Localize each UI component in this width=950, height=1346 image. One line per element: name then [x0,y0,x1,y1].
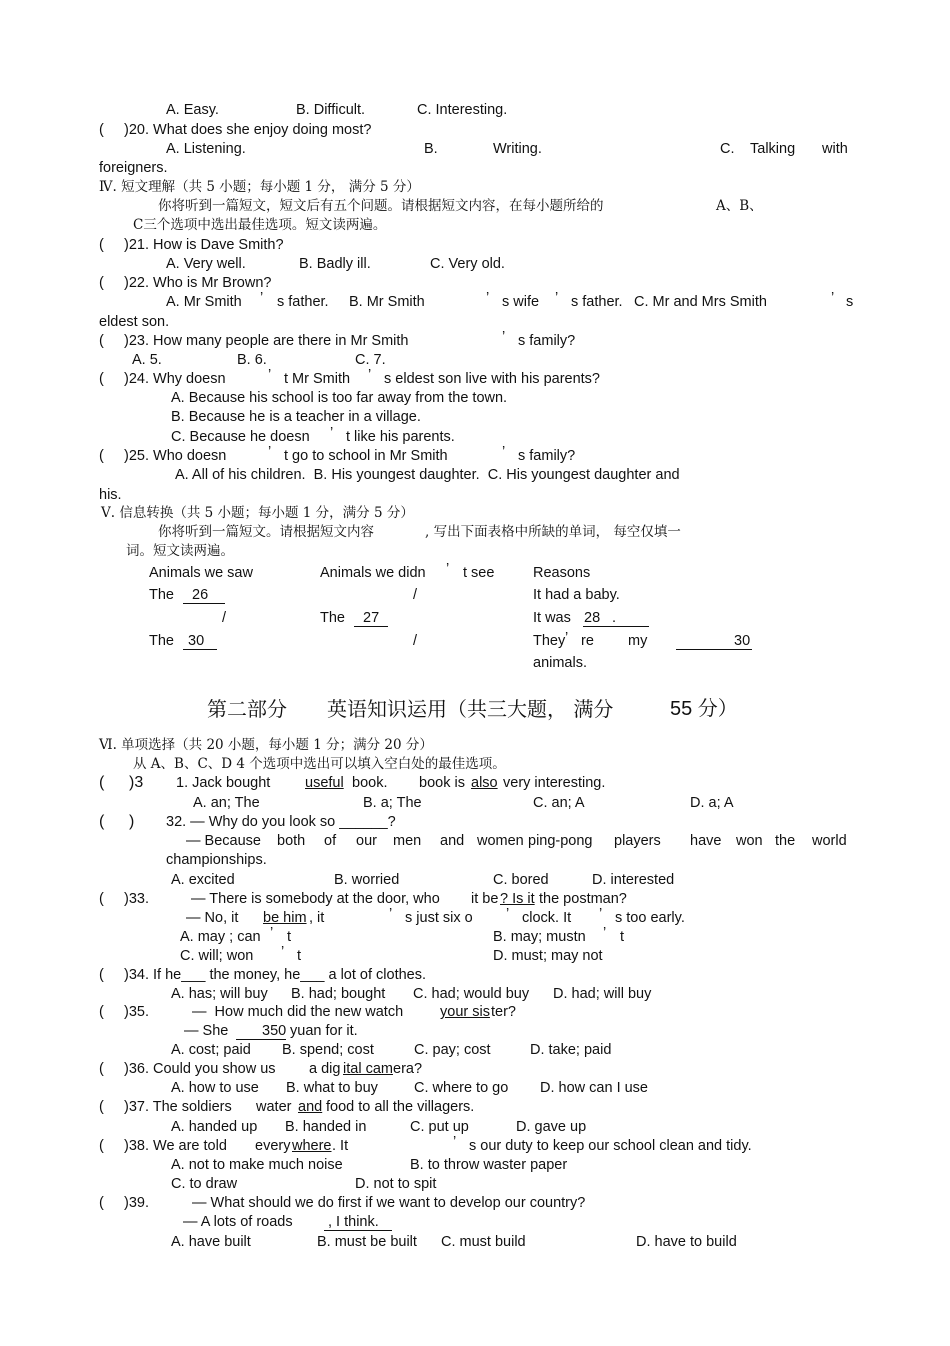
q33-line2-d: clock. It [522,910,572,926]
apostrophe: ’ [555,290,559,306]
q35-option-b: B. spend; cost [282,1042,374,1058]
q22-option-a-2: s father. [277,294,329,310]
q39-number: )39. [124,1195,149,1211]
q25-options: A. All of his children. B. His youngest daughter. C. His youngest daughter and [175,467,680,483]
apostrophe: ’ [389,906,393,922]
q34-option-c: C. had; would buy [413,986,530,1002]
q33-paren: ( [99,891,104,907]
blank-30[interactable]: 30 [734,633,751,649]
blank-30-underline [676,649,752,650]
q39-line2-underlined: , I think. [328,1214,379,1230]
blank-29-underline [183,649,217,650]
section-4-instruction-2: C三个选项中选出最佳选项。短文读两遍。 [133,217,387,233]
q32-line2-m: world [812,833,847,849]
apostrophe: ’ [506,906,510,922]
table-r3-not-seen: / [413,633,418,649]
q31-option-a: A. an; The [193,795,260,811]
q32-stem: 32. — Why do you look so ______? [166,814,396,830]
q33-option-c: C. will; won [180,948,254,964]
q33-option-c-2: t [297,948,302,964]
q24-option-c: C. Because he doesn [171,429,310,445]
table-r1-reason: It had a baby. [533,587,620,603]
q38-option-a: A. not to make much noise [171,1157,343,1173]
q25-stem-2: t go to school in Mr Smith [284,448,448,464]
q32-option-d: D. interested [592,872,675,888]
q23-paren: ( [99,333,104,349]
q22-option-b-2: s wife [502,294,540,310]
q33-line1-b: it be [471,891,499,907]
part-2-heading-a: 第二部分 [207,697,287,721]
q32-line2-g: women [477,833,524,849]
section-6-instruction: 从 A、B、C、D 4 个选项中选出可以填入空白处的最佳选项。 [133,756,506,772]
q32-line2-d: our [356,833,377,849]
q36-option-c: C. where to go [414,1080,509,1096]
q32-option-a: A. excited [171,872,235,888]
q38-option-b: B. to throw waster paper [410,1157,568,1173]
q35-line2-underline [236,1039,286,1040]
q35-line2-b: yuan for it. [290,1023,358,1039]
table-header-animals-seen: Animals we saw [149,565,253,581]
q23-stem-2: s family? [518,333,576,349]
q31-option-d: D. a; A [690,795,734,811]
q32-line2-c: of [324,833,337,849]
q39-line2-underline [324,1230,392,1231]
q32-line3: championships. [166,852,267,868]
q37-stem: )37. The soldiers [124,1099,232,1115]
q33-line2-a: — No, it [186,910,239,926]
q31-stem-2: book. [352,775,388,791]
q22-option-c-2: s [846,294,854,310]
q36-stem-2: a dig [309,1061,341,1077]
q33-line2-c: s just six o [405,910,473,926]
apostrophe: ’ [330,425,334,441]
q36-stem-3: era? [393,1061,423,1077]
q38-stem-3: . It [332,1138,349,1154]
q34-stem: )34. If he___ the money, he___ a lot of clothes. [124,967,427,983]
q37-option-a: A. handed up [171,1119,258,1135]
q19-option-b: B. Difficult. [296,102,366,118]
q22-option-b: B. Mr Smith [349,294,425,310]
section-6-title: Ⅵ. 单项选择（共 20 小题，每小题 1 分；满分 20 分） [99,737,433,753]
q34-option-b: B. had; bought [291,986,386,1002]
q32-line2-l: the [775,833,796,849]
q22-option-b-3: s father. [571,294,623,310]
q20-option-c-cont: foreigners. [99,160,168,176]
q33-option-a-2: t [287,929,292,945]
table-r3-reason-a: They [533,633,566,649]
table-header-reasons: Reasons [533,565,591,581]
q33-line2-underlined: be him [263,910,307,926]
q23-option-b: B. 6. [237,352,267,368]
q24-stem-3: s eldest son live with his parents? [384,371,600,387]
q24-stem-2: t Mr Smith [284,371,351,387]
q37-underlined: and [298,1099,323,1115]
apostrophe: ’ [502,444,506,460]
section-4-instruction: 你将听到一篇短文，短文后有五个问题。请根据短文内容，在每小题所给的 [158,198,604,214]
q24-option-c-2: t like his parents. [346,429,455,445]
q31-option-b: B. a; The [363,795,422,811]
table-header-animals-not-seen: Animals we didn [320,565,426,581]
q33-number: )33. [124,891,149,907]
q19-option-c: C. Interesting. [417,102,508,118]
q31-stem: 1. Jack bought [176,775,271,791]
q23-stem: )23. How many people are there in Mr Smith [124,333,409,349]
section-5-instruction-b: , 写出下面表格中所缺的单词， 每空仅填一 [425,524,681,540]
q31-stem-3: book is [419,775,465,791]
q36-underlined: ital cam [343,1061,393,1077]
table-r1-not-seen: / [413,587,418,603]
apostrophe: ’ [446,561,450,577]
q35-option-d: D. take; paid [530,1042,612,1058]
q22-paren: ( [99,275,104,291]
q37-stem-2: water [256,1099,292,1115]
table-r1-seen-label: The [149,587,174,603]
apostrophe: ’ [502,329,506,345]
q36-option-b: B. what to buy [286,1080,378,1096]
table-r3-reason-b: re [581,633,594,649]
q38-option-d: D. not to spit [355,1176,437,1192]
q34-option-d: D. had; will buy [553,986,652,1002]
q33-option-d: D. must; may not [493,948,603,964]
q20-option-b-letter: B. [424,141,438,157]
q36-option-d: D. how can I use [540,1080,648,1096]
part-2-heading-b: 英语知识运用（共三大题， 满分 [327,697,614,721]
apostrophe: ’ [368,367,372,383]
table-r3-seen-label: The [149,633,174,649]
q19-option-a: A. Easy. [166,102,219,118]
q35-line1-b: ter? [491,1004,516,1020]
q38-paren: ( [99,1138,104,1154]
blank-29[interactable]: 30 [188,633,205,649]
q38-stem-4: s our duty to keep our school clean and tidy. [469,1138,752,1154]
q35-line2-number: 350 [262,1023,287,1039]
q32-line2-j: have [690,833,722,849]
q24-paren: ( [99,371,104,387]
q24-option-b: B. Because he is a teacher in a village. [171,409,421,425]
q23-option-a: A. 5. [132,352,162,368]
q31-number: )3 [129,774,144,791]
q38-underlined: where [292,1138,332,1154]
q25-paren: ( [99,448,104,464]
apostrophe: ’ [260,290,264,306]
apostrophe: ’ [270,925,274,941]
q33-line2-b: , it [309,910,325,926]
q38-option-c: C. to draw [171,1176,238,1192]
section-4-instruction-b: A、B、 [716,198,763,214]
blank-26[interactable]: 26 [192,587,209,603]
table-r2-not-seen-label: The [320,610,345,626]
q33-option-a: A. may ; can [180,929,261,945]
table-r2-reason: It was [533,610,571,626]
q33-option-b-2: t [620,929,625,945]
q33-line2-e: s too early. [615,910,685,926]
q37-option-b: B. handed in [285,1119,367,1135]
apostrophe: ’ [603,925,607,941]
q22-option-c: C. Mr and Mrs Smith [634,294,767,310]
blank-26-underline [183,603,225,604]
blank-28-underline [583,626,649,627]
q32-option-c: C. bored [493,872,549,888]
q20-paren: ( [99,122,104,138]
section-5-title: Ⅴ. 信息转换（共 5 小题；每小题 1 分，满分 5 分） [101,505,414,521]
q32-line2-f: and [440,833,465,849]
q32-option-b: B. worried [334,872,400,888]
period: . [612,610,617,626]
q32-paren: ( [99,813,105,830]
table-r3-reason-c: my [628,633,648,649]
q20-stem: )20. What does she enjoy doing most? [124,122,372,138]
q35-number: )35. [124,1004,149,1020]
apostrophe: ’ [268,367,272,383]
q36-stem: )36. Could you show us [124,1061,276,1077]
q39-line1: — What should we do first if we want to develop our country? [192,1195,586,1211]
q31-option-c: C. an; A [533,795,585,811]
q24-stem: )24. Why doesn [124,371,226,387]
q20-option-c: Talking [750,141,796,157]
q35-option-a: A. cost; paid [171,1042,251,1058]
q32-line2-h: ping-pong [528,833,593,849]
section-4-title: Ⅳ. 短文理解（共 5 小题；每小题 1 分， 满分 5 分） [99,179,420,195]
q24-option-a: A. Because his school is too far away from the town. [171,390,508,406]
apostrophe: ’ [486,290,490,306]
q31-stem-4: very interesting. [503,775,606,791]
q21-option-b: B. Badly ill. [299,256,371,272]
apostrophe: ’ [831,290,835,306]
blank-27-underline [354,626,388,627]
q21-option-a: A. Very well. [166,256,246,272]
table-header-animals-not-seen-2: t see [463,565,495,581]
q33-line1-a: — There is somebody at the door, who [191,891,440,907]
q32-line2-b: both [277,833,306,849]
q32-line2-i: players [614,833,661,849]
q25-stem: )25. Who doesn [124,448,227,464]
q37-option-d: D. gave up [516,1119,587,1135]
q20-option-b: Writing. [493,141,542,157]
q36-paren: ( [99,1061,104,1077]
blank-27[interactable]: 27 [363,610,380,626]
section-5-instruction: 你将听到一篇短文。请根据短文内容 [158,524,374,540]
q35-line2-a: — She [184,1023,229,1039]
q32-line2-e: men [393,833,422,849]
q39-option-d: D. have to build [636,1234,737,1250]
part-2-heading-c: 55 分） [670,698,738,720]
q35-line1-a: — How much did the new watch [192,1004,404,1020]
q32-line2-k: won [736,833,763,849]
q21-paren: ( [99,237,104,253]
q20-option-c-letter: C. [720,141,735,157]
q31-underlined-1: useful [305,775,344,791]
table-r2-seen: / [222,610,227,626]
q21-option-c: C. Very old. [430,256,505,272]
apostrophe: ’ [565,630,569,646]
q20-option-c-2: with [822,141,848,157]
q21-stem: )21. How is Dave Smith? [124,237,284,253]
q25-stem-3: s family? [518,448,576,464]
q33-line1-underlined: ? Is it [500,891,535,907]
q23-option-c: C. 7. [355,352,386,368]
section-5-instruction-2: 词。短文读两遍。 [126,543,234,559]
q25-option-c-cont: his. [99,487,122,503]
q34-paren: ( [99,967,104,983]
q37-option-c: C. put up [410,1119,469,1135]
q34-option-a: A. has; will buy [171,986,268,1002]
blank-28[interactable]: 28 [584,610,601,626]
q38-stem: )38. We are told [124,1138,227,1154]
q39-option-c: C. must build [441,1234,526,1250]
q31-paren: ( [99,774,105,791]
q20-option-a: A. Listening. [166,141,246,157]
q36-option-a: A. how to use [171,1080,259,1096]
q39-option-a: A. have built [171,1234,251,1250]
q32-line2-a: — Because [186,833,261,849]
apostrophe: ’ [281,944,285,960]
table-r3-reason-cont: animals. [533,655,587,671]
q33-option-b: B. may; mustn [493,929,586,945]
q31-underlined-2: also [471,775,498,791]
q39-option-b: B. must be built [317,1234,417,1250]
q37-stem-3: food to all the villagers. [326,1099,475,1115]
q37-paren: ( [99,1099,104,1115]
q32-paren-close: ) [129,813,135,830]
q35-paren: ( [99,1004,104,1020]
q22-stem: )22. Who is Mr Brown? [124,275,272,291]
apostrophe: ’ [599,906,603,922]
apostrophe: ’ [453,1134,457,1150]
q22-option-c-cont: eldest son. [99,314,170,330]
q39-paren: ( [99,1195,104,1211]
apostrophe: ’ [268,444,272,460]
q39-line2-a: — A lots of roads [183,1214,293,1230]
q35-option-c: C. pay; cost [414,1042,491,1058]
q38-stem-2: every [255,1138,291,1154]
q35-line1-underlined: your sis [440,1004,490,1020]
q22-option-a: A. Mr Smith [166,294,242,310]
q33-line1-c: the postman? [539,891,627,907]
